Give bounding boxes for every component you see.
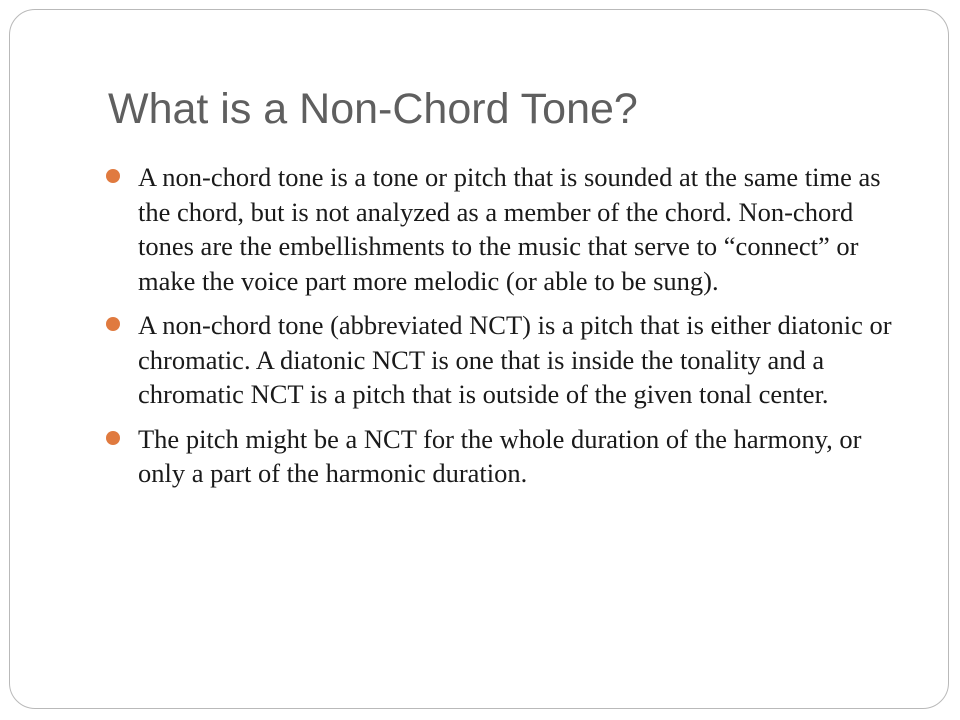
bullet-item: [106, 160, 896, 298]
bullet-dot-icon: [106, 431, 120, 445]
bullet-dot-icon: [106, 169, 120, 183]
bullet-item: [106, 308, 896, 412]
bullet-list: [106, 160, 896, 501]
bullet-dot-icon: [106, 317, 120, 331]
slide-title: What is a Non-Chord Tone?: [108, 85, 638, 133]
bullet-text: A non-chord tone (abbreviated NCT) is a pitch that is either diatonic or chromatic. A diatonic NCT is one that is inside the tonality and a chromatic NCT is a pitch that is outside of the given tonal center.: [138, 310, 892, 409]
bullet-item: [106, 422, 896, 491]
bullet-text: The pitch might be a NCT for the whole duration of the harmony, or only a part of the harmonic duration.: [138, 423, 862, 488]
bullet-text: A non-chord tone is a tone or pitch that is sounded at the same time as the chord, but is not analyzed as a member of the chord. Non-chord tones are the embellishments to the music that serve to “connect” or make the voice part more melodic (or able to be sung).: [138, 162, 881, 296]
